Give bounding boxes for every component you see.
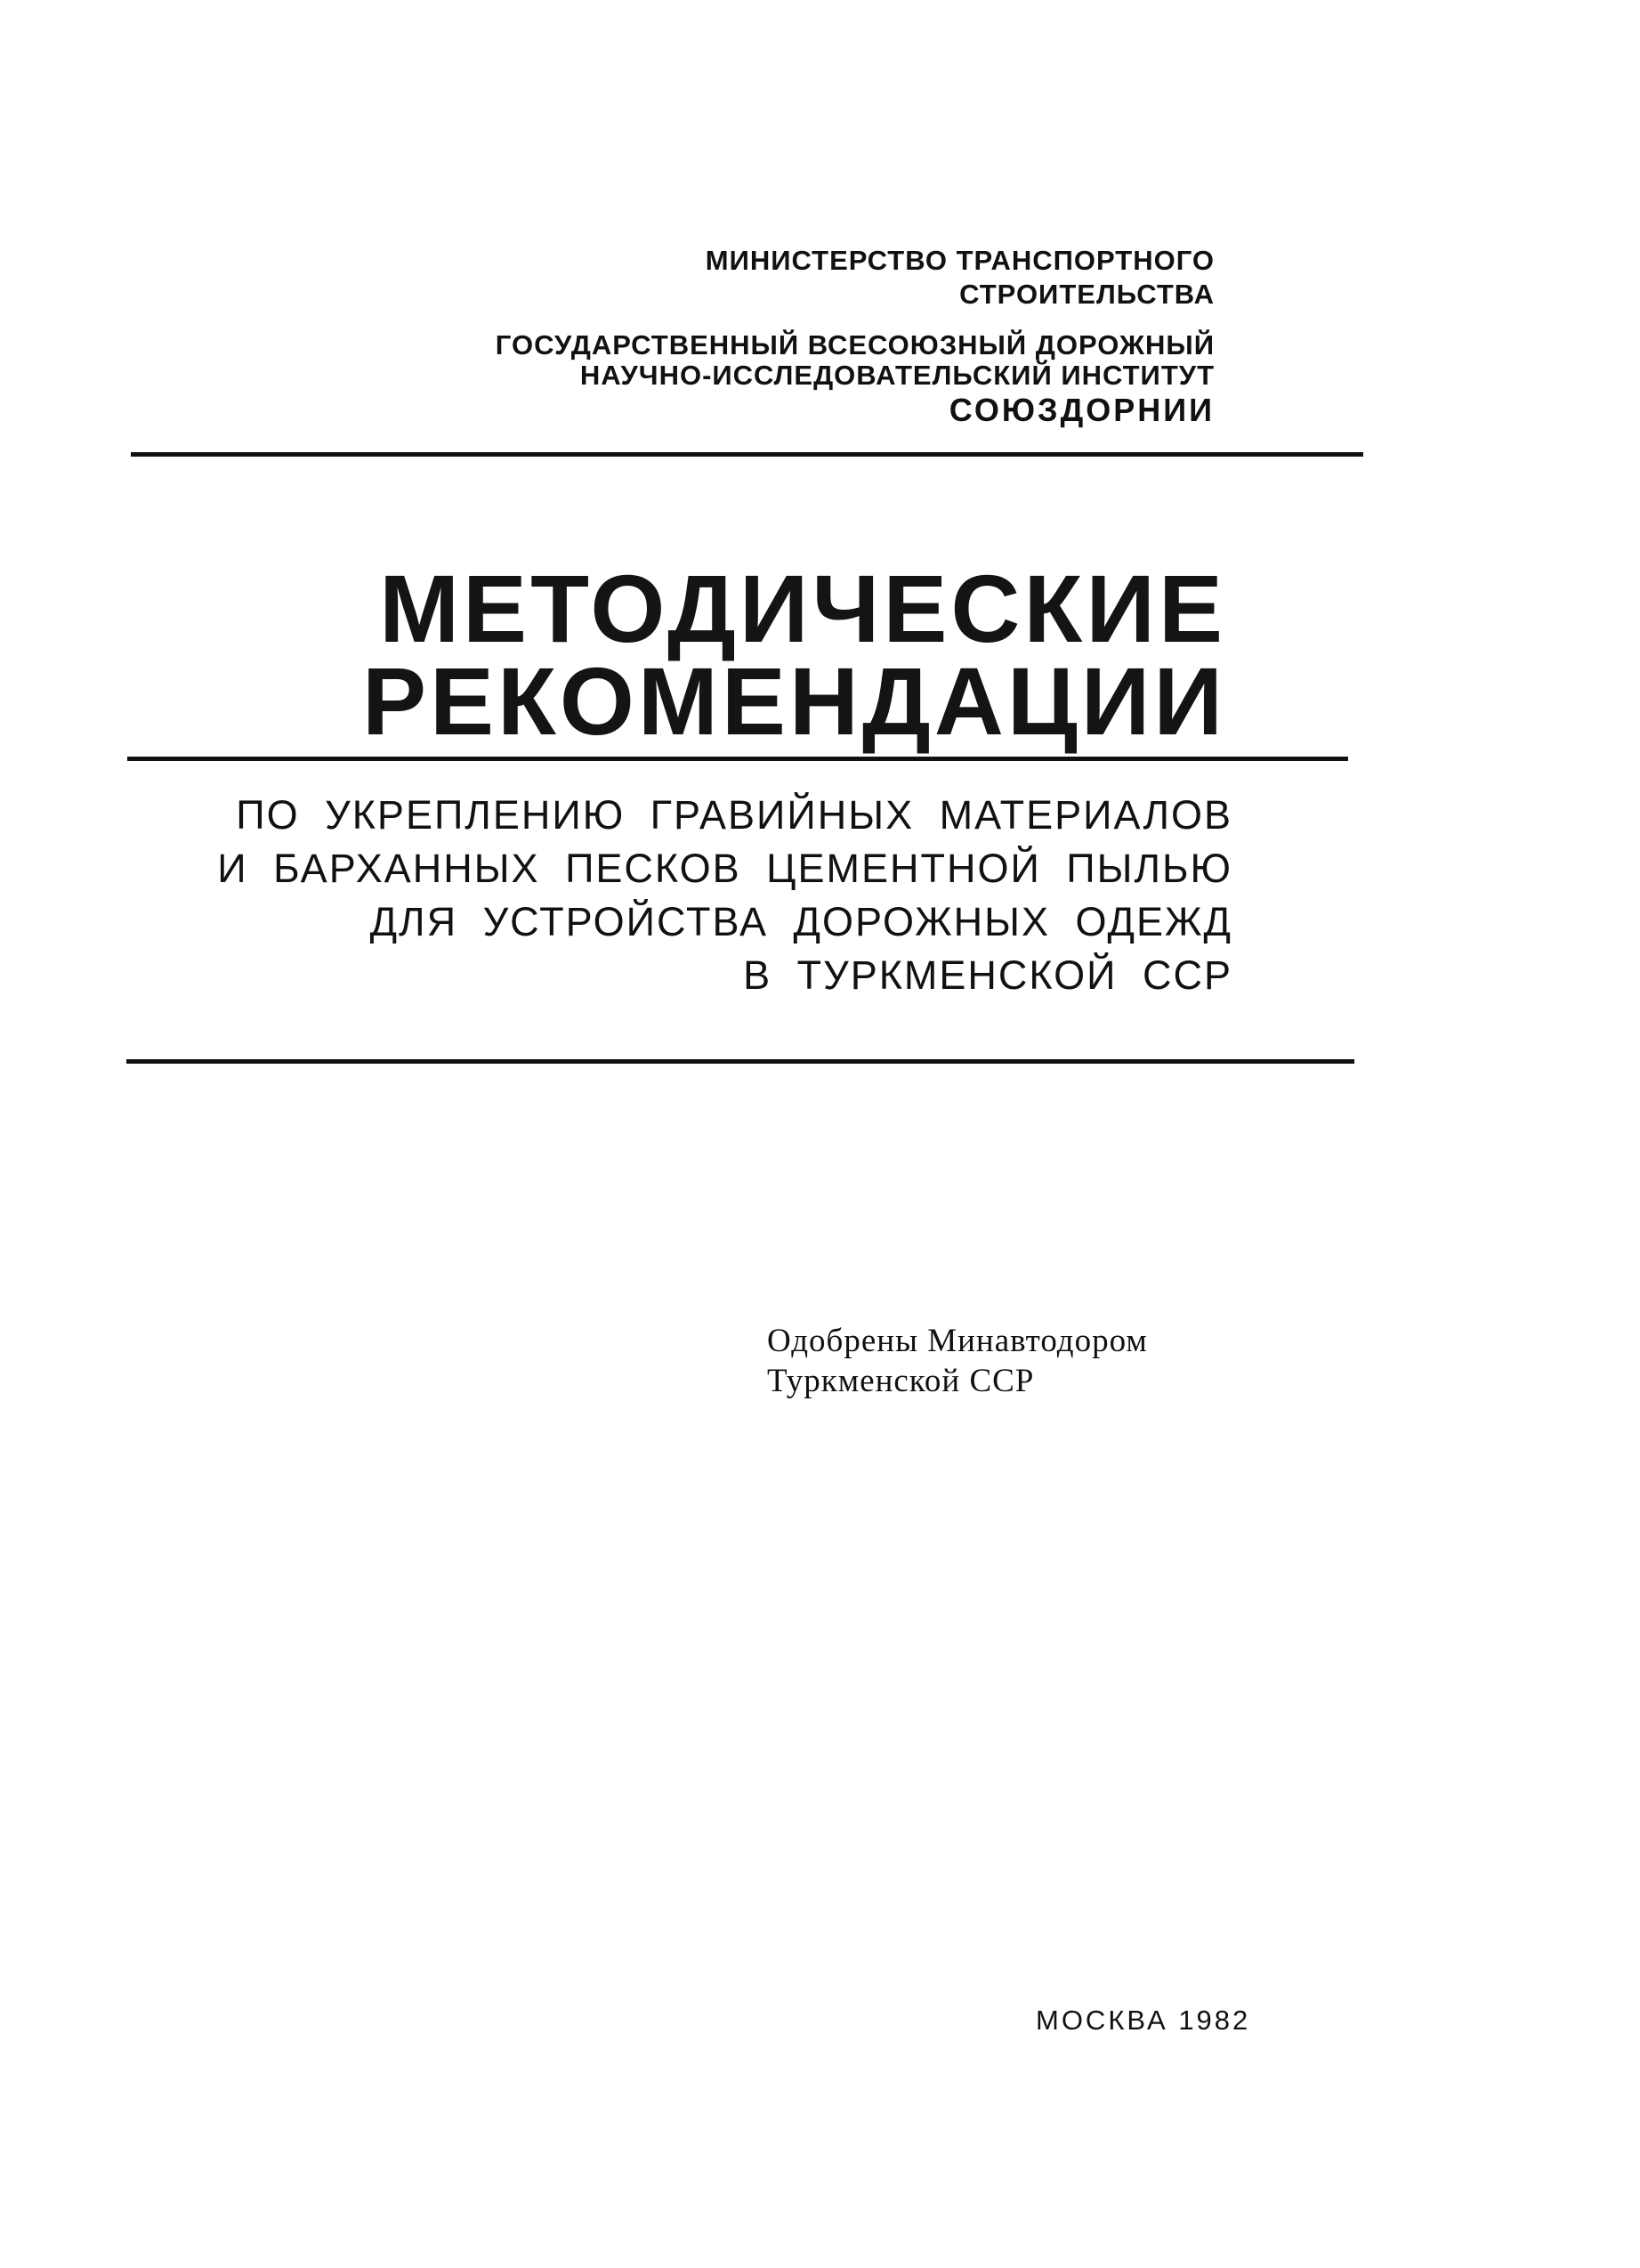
title-line-1: МЕТОДИЧЕСКИЕ — [379, 555, 1226, 662]
ministry-line-1: МИНИСТЕРСТВО ТРАНСПОРТНОГО — [705, 245, 1215, 276]
subtitle-divider — [126, 1059, 1354, 1064]
approval-line-1: Одобрены Минавтодором — [767, 1323, 1148, 1359]
institute-line-1: ГОСУДАРСТВЕННЫЙ ВСЕСОЮЗНЫЙ ДОРОЖНЫЙ — [495, 329, 1215, 360]
title-line-2: РЕКОМЕНДАЦИИ — [361, 647, 1226, 755]
subtitle-line-2: И БАРХАННЫХ ПЕСКОВ ЦЕМЕНТНОЙ ПЫЛЬЮ — [217, 846, 1232, 891]
subtitle-line-1: ПО УКРЕПЛЕНИЮ ГРАВИЙНЫХ МАТЕРИАЛОВ — [236, 792, 1232, 838]
approval-line-2: Туркменской ССР — [767, 1363, 1035, 1399]
ministry-line-2: СТРОИТЕЛЬСТВА — [959, 279, 1215, 310]
city-year: МОСКВА 1982 — [1036, 2005, 1251, 2036]
subtitle-line-3: ДЛЯ УСТРОЙСТВА ДОРОЖНЫХ ОДЕЖД — [369, 899, 1232, 944]
header-divider — [131, 452, 1363, 457]
subtitle-line-4: В ТУРКМЕНСКОЙ ССР — [743, 952, 1232, 998]
institute-line-2: НАУЧНО-ИССЛЕДОВАТЕЛЬСКИЙ ИНСТИТУТ — [579, 360, 1215, 391]
title-divider — [127, 757, 1348, 761]
institute-short-name: СОЮЗДОРНИИ — [949, 392, 1215, 428]
